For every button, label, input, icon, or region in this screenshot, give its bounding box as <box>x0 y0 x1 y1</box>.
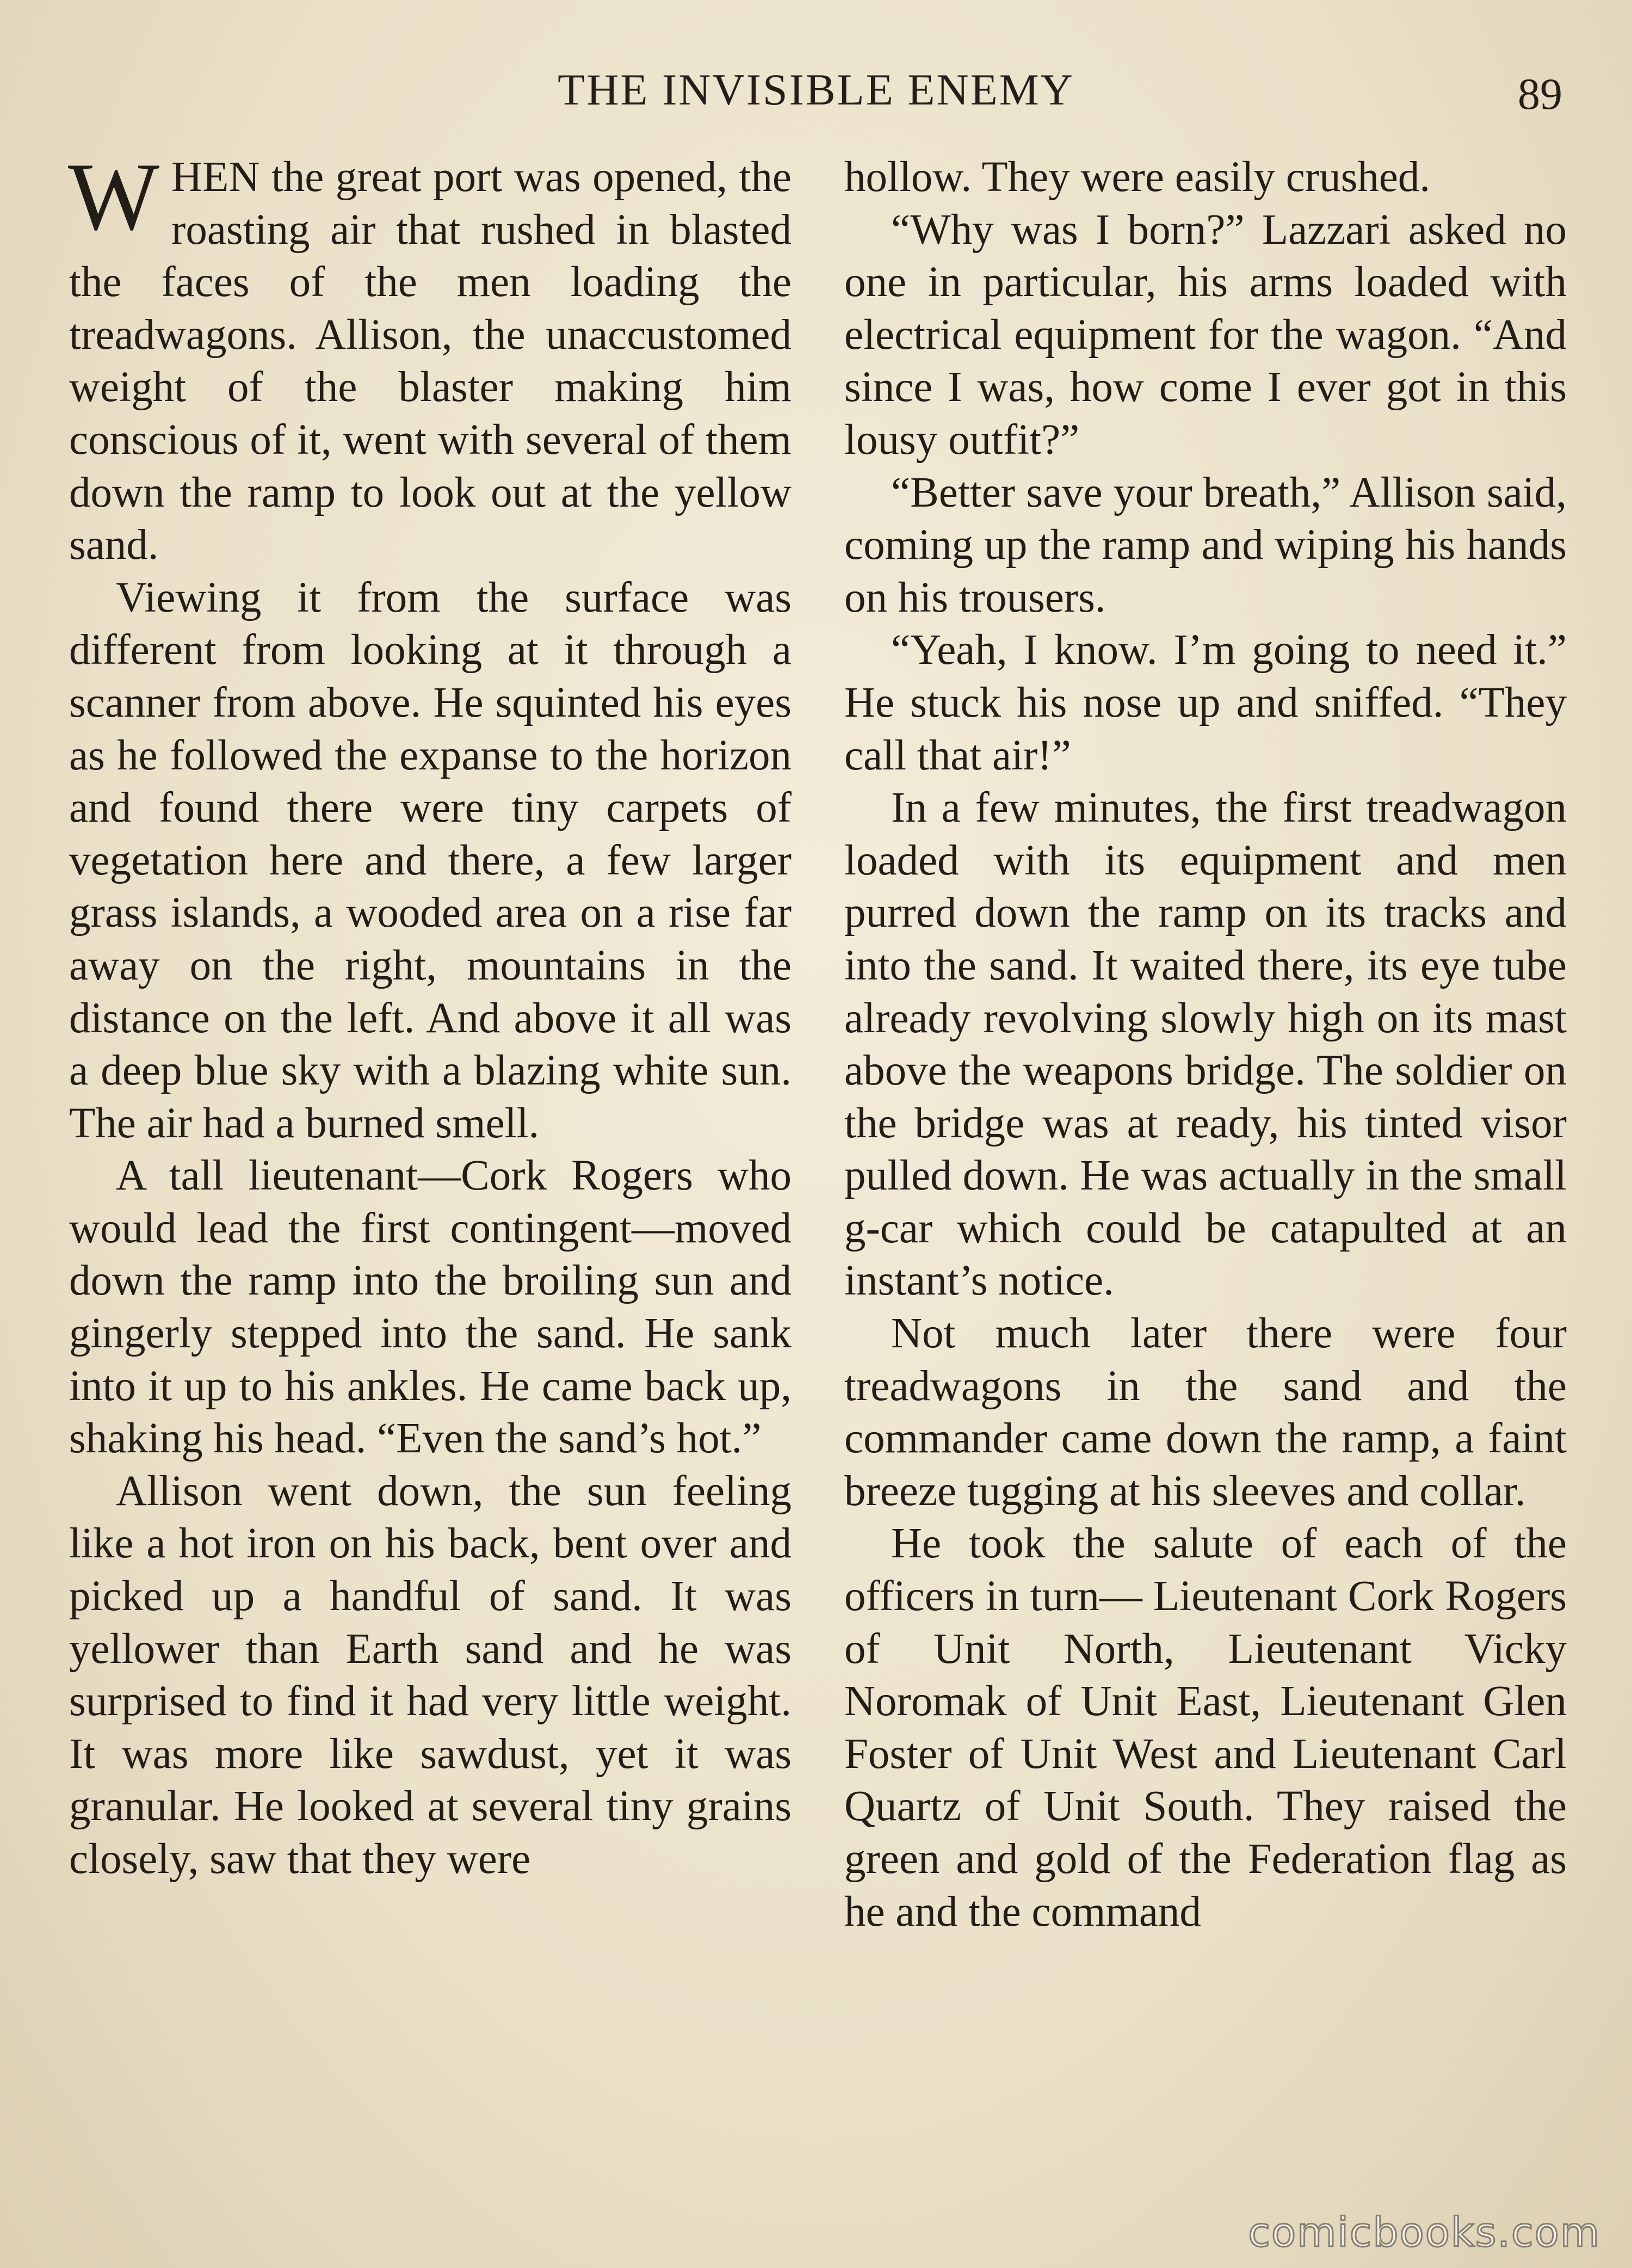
paragraph-9: Not much later there were four treadwagons in the sand and the commander came down the ramp, a faint breeze tugging at his sleeves and collar. <box>844 1310 1567 1515</box>
paragraph-1 <box>68 143 792 572</box>
paragraph-3: A tall lieutenant—Cork Rogers who would lead the first contingent—moved down the ramp into the broiling sun and gingerly stepped into the sand. He sank into it up to his ankles. He came back up, shaking his head. “Even the sand’s hot.” <box>69 1152 792 1463</box>
left-column <box>68 143 792 1886</box>
paragraph-text: HEN the great port was opened, the roasting air that rushed in blasted the faces of the men loading the treadwagons. Allison, the unaccustomed weight of the blaster making him conscious of it, went with several of them down the ramp to look out at the yellow sand. <box>69 153 792 569</box>
paragraph-6: “Better save your breath,” Allison said, coming up the ramp and wiping his hands on his trousers. <box>844 469 1567 621</box>
paragraph-4: Allison went down, the sun feeling like a hot iron on his back, bent over and picked up a handful of sand. It was yellower than Earth sand and he was surprised to find it had very little weight. It was more like sawdust, yet it was granular. He looked at several tiny grains closely, saw that they were <box>69 1467 792 1883</box>
paragraph-7: “Yeah, I know. I’m going to need it.” He stuck his nose up and sniffed. “They call that air!” <box>844 626 1567 779</box>
paragraph-continued: hollow. They were easily crushed. <box>844 153 1431 201</box>
paragraph-8: In a few minutes, the first treadwagon loaded with its equipment and men purred down the ramp on its tracks and into the sand. It waited there, its eye tube already revolving slowly high on its mast above the weapons bridge. The soldier on the bridge was at ready, his tinted visor pulled down. He was actually in the small g-car which could be catapulted at an instant’s notice. <box>844 784 1567 1305</box>
drop-cap: W <box>68 143 160 250</box>
running-title: THE INVISIBLE ENEMY <box>558 65 1074 114</box>
paragraph-2: Viewing it from the surface was different from looking at it through a scanner from above. He squinted his eyes as he followed the expanse to the horizon and found there were tiny carpets of vegetation here and there, a few larger grass islands, a wooded area on a rise far away on the right, mountains in the distance on the left. And above it all was a deep blue sky with a blazing white sun. The air had a burned smell. <box>69 574 792 1147</box>
watermark: comicbooks.com <box>1248 2209 1600 2256</box>
page-number: 89 <box>1518 69 1562 119</box>
paragraph-5: “Why was I born?” Lazzari asked no one in particular, his arms loaded with electrical equipment for the wagon. “And since I was, how come I ever got in this lousy outfit?” <box>844 206 1567 464</box>
right-column <box>844 151 1567 1938</box>
paragraph-10: He took the salute of each of the officers in turn— Lieutenant Cork Rogers of Unit North, Lieutenant Vicky Noromak of Unit East, Lieutenant Glen Foster of Unit West and Lieutenant Carl Quartz of Unit South. They raised the green and gold of the Federation flag as he and the command <box>844 1520 1567 1936</box>
page-header <box>0 64 1632 130</box>
